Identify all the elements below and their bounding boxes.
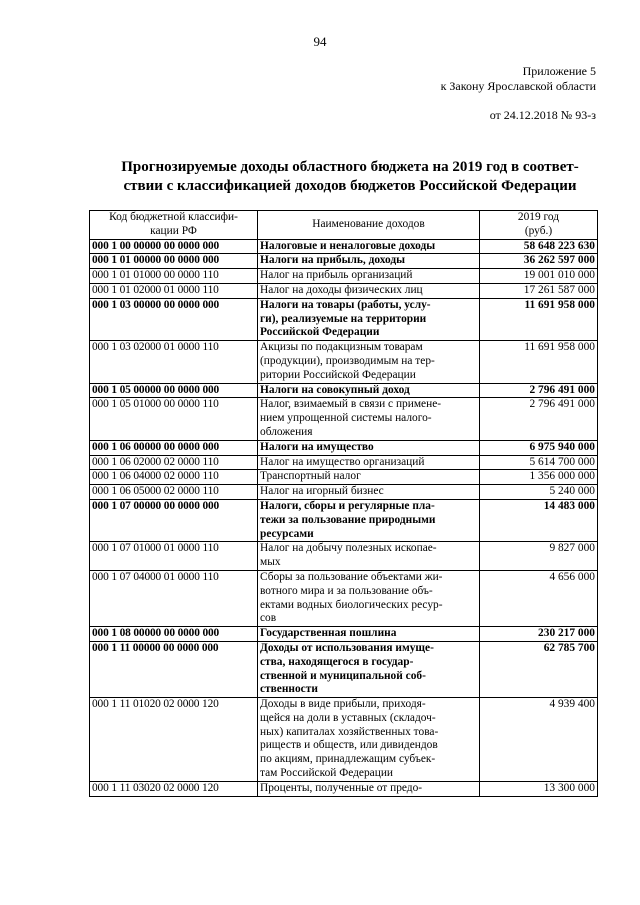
row-name [258, 641, 480, 697]
row-name [258, 455, 480, 470]
title-line-2: ствии с классификацией доходов бюджетов Российской Федерации [123, 178, 577, 194]
row-amount: 62 785 700 [480, 641, 598, 697]
row-code: 000 1 07 01000 01 0000 110 [90, 542, 258, 571]
row-amount: 2 796 491 000 [480, 398, 598, 440]
row-amount: 5 614 700 000 [480, 455, 598, 470]
row-code: 000 1 01 00000 00 0000 000 [90, 254, 258, 269]
row-name-line: тежи за пользование природными [260, 513, 436, 526]
header-code-line-2: кации РФ [150, 224, 197, 237]
row-code: 000 1 07 00000 00 0000 000 [90, 499, 258, 541]
appendix-line-2: к Закону Ярославской области [440, 79, 596, 93]
row-amount: 11 691 958 000 [480, 341, 598, 383]
row-name-line: Налоговые и неналоговые доходы [260, 239, 436, 252]
row-name-line: ресурсами [260, 527, 314, 540]
row-name-line: по акциям, принадлежащим субъек- [260, 753, 436, 766]
row-code: 000 1 03 02000 01 0000 110 [90, 341, 258, 383]
row-name-line: мых [260, 556, 281, 569]
row-name-line: ги), реализуемые на территории [260, 312, 427, 325]
row-code: 000 1 06 04000 02 0000 110 [90, 470, 258, 485]
row-code: 000 1 11 03020 02 0000 120 [90, 781, 258, 796]
table-row [90, 455, 598, 470]
table-row [90, 627, 598, 642]
table-row [90, 499, 598, 541]
row-name-line: нием упрощенной системы налого- [260, 412, 432, 425]
appendix-line-3: от 24.12.2018 № 93-з [489, 108, 596, 122]
row-name-line: Налоги, сборы и регулярные пла- [260, 499, 435, 512]
row-amount: 14 483 000 [480, 499, 598, 541]
row-name [258, 485, 480, 500]
row-name [258, 440, 480, 455]
row-name-line: Российской Федерации [260, 326, 380, 339]
row-code: 000 1 06 05000 02 0000 110 [90, 485, 258, 500]
table-row [90, 440, 598, 455]
row-name [258, 254, 480, 269]
table-row [90, 298, 598, 340]
row-name-line: Проценты, полученные от предо- [260, 781, 423, 794]
table-row [90, 570, 598, 626]
row-code: 000 1 05 01000 00 0000 110 [90, 398, 258, 440]
table-row [90, 470, 598, 485]
row-name [258, 499, 480, 541]
row-name-line: там Российской Федерации [260, 767, 394, 780]
header-code-line-1: Код бюджетной классифи- [109, 211, 238, 223]
row-code: 000 1 07 04000 01 0000 110 [90, 570, 258, 626]
row-amount: 13 300 000 [480, 781, 598, 796]
row-amount: 2 796 491 000 [480, 383, 598, 398]
row-amount: 17 261 587 000 [480, 283, 598, 298]
row-name-line: Акцизы по подакцизным товарам [260, 341, 423, 354]
table-row [90, 398, 598, 440]
row-code: 000 1 00 00000 00 0000 000 [90, 239, 258, 254]
row-code: 000 1 01 01000 00 0000 110 [90, 269, 258, 284]
row-code: 000 1 11 01020 02 0000 120 [90, 698, 258, 782]
page-number: 94 [313, 34, 327, 49]
row-code: 000 1 08 00000 00 0000 000 [90, 627, 258, 642]
row-amount: 19 001 010 000 [480, 269, 598, 284]
header-name: Наименование доходов [258, 211, 480, 240]
table-row [90, 485, 598, 500]
table-row [90, 269, 598, 284]
row-name-line: Налоги на имущество [260, 440, 374, 453]
row-code: 000 1 03 00000 00 0000 000 [90, 298, 258, 340]
document-title [70, 158, 630, 196]
row-name-line: (продукции), производимым на тер- [260, 354, 435, 367]
row-code: 000 1 05 00000 00 0000 000 [90, 383, 258, 398]
row-name-line: Налоги на прибыль, доходы [260, 254, 406, 267]
row-name-line: щейся на доли в уставных (складоч- [260, 711, 436, 724]
row-amount: 1 356 000 000 [480, 470, 598, 485]
row-amount: 9 827 000 [480, 542, 598, 571]
row-name-line: Налог, взимаемый в связи с примене- [260, 398, 442, 411]
table-row [90, 341, 598, 383]
table-header-row [90, 211, 598, 240]
table-row [90, 283, 598, 298]
row-name-line: Налог на игорный бизнес [260, 485, 384, 498]
row-amount: 5 240 000 [480, 485, 598, 500]
header-code [90, 211, 258, 240]
row-name [258, 470, 480, 485]
title-line-1: Прогнозируемые доходы областного бюджета на 2019 год в соответ- [121, 159, 579, 175]
row-name-line: Налоги на совокупный доход [260, 383, 410, 396]
row-amount: 4 656 000 [480, 570, 598, 626]
row-name [258, 398, 480, 440]
row-amount: 230 217 000 [480, 627, 598, 642]
row-name-line: вотного мира и за пользование объ- [260, 584, 433, 597]
row-name-line: Налог на добычу полезных ископае- [260, 542, 437, 555]
table-row [90, 641, 598, 697]
row-amount: 11 691 958 000 [480, 298, 598, 340]
row-name-line: Налог на прибыль организаций [260, 269, 413, 282]
row-code: 000 1 01 02000 01 0000 110 [90, 283, 258, 298]
row-name-line: риществ и обществ, или дивидендов [260, 739, 438, 752]
row-name-line: ектами водных биологических ресур- [260, 598, 443, 611]
row-name-line: Налог на имущество организаций [260, 455, 425, 468]
row-name-line: ритории Российской Федерации [260, 368, 416, 381]
row-name [258, 298, 480, 340]
row-name-line: Налог на доходы физических лиц [260, 283, 423, 296]
row-name-line: ственной и муниципальной соб- [260, 669, 426, 682]
row-name [258, 698, 480, 782]
row-name [258, 781, 480, 796]
table-row [90, 383, 598, 398]
table-row [90, 698, 598, 782]
row-amount: 58 648 223 630 [480, 239, 598, 254]
table-row [90, 239, 598, 254]
header-year-line-1: 2019 год [517, 211, 560, 223]
row-code: 000 1 11 00000 00 0000 000 [90, 641, 258, 697]
revenue-table [89, 210, 598, 797]
table-row [90, 254, 598, 269]
row-name-line: сов [260, 612, 277, 625]
row-name-line: обложения [260, 425, 313, 438]
row-code: 000 1 06 00000 00 0000 000 [90, 440, 258, 455]
row-name [258, 570, 480, 626]
row-name-line: ственности [260, 683, 318, 696]
row-amount: 4 939 400 [480, 698, 598, 782]
row-name [258, 239, 480, 254]
row-name [258, 341, 480, 383]
row-name-line: Государственная пошлина [260, 627, 397, 640]
row-name-line: ства, находящегося в государ- [260, 655, 414, 668]
row-name-line: Транспортный налог [260, 470, 361, 483]
row-name-line: Налоги на товары (работы, услу- [260, 298, 431, 311]
row-name-line: Сборы за пользование объектами жи- [260, 570, 443, 583]
row-name [258, 269, 480, 284]
row-name [258, 627, 480, 642]
header-year-line-2: (руб.) [524, 224, 553, 237]
row-name-line: ных) капиталах хозяйственных това- [260, 725, 439, 738]
table-row [90, 542, 598, 571]
row-amount: 36 262 597 000 [480, 254, 598, 269]
row-name [258, 542, 480, 571]
appendix-line-1: Приложение 5 [522, 64, 596, 78]
header-year [480, 211, 598, 240]
row-name-line: Доходы в виде прибыли, приходя- [260, 698, 426, 711]
row-name [258, 283, 480, 298]
table-row [90, 781, 598, 796]
row-code: 000 1 06 02000 02 0000 110 [90, 455, 258, 470]
row-name [258, 383, 480, 398]
row-name-line: Доходы от использования имуще- [260, 641, 434, 654]
row-amount: 6 975 940 000 [480, 440, 598, 455]
